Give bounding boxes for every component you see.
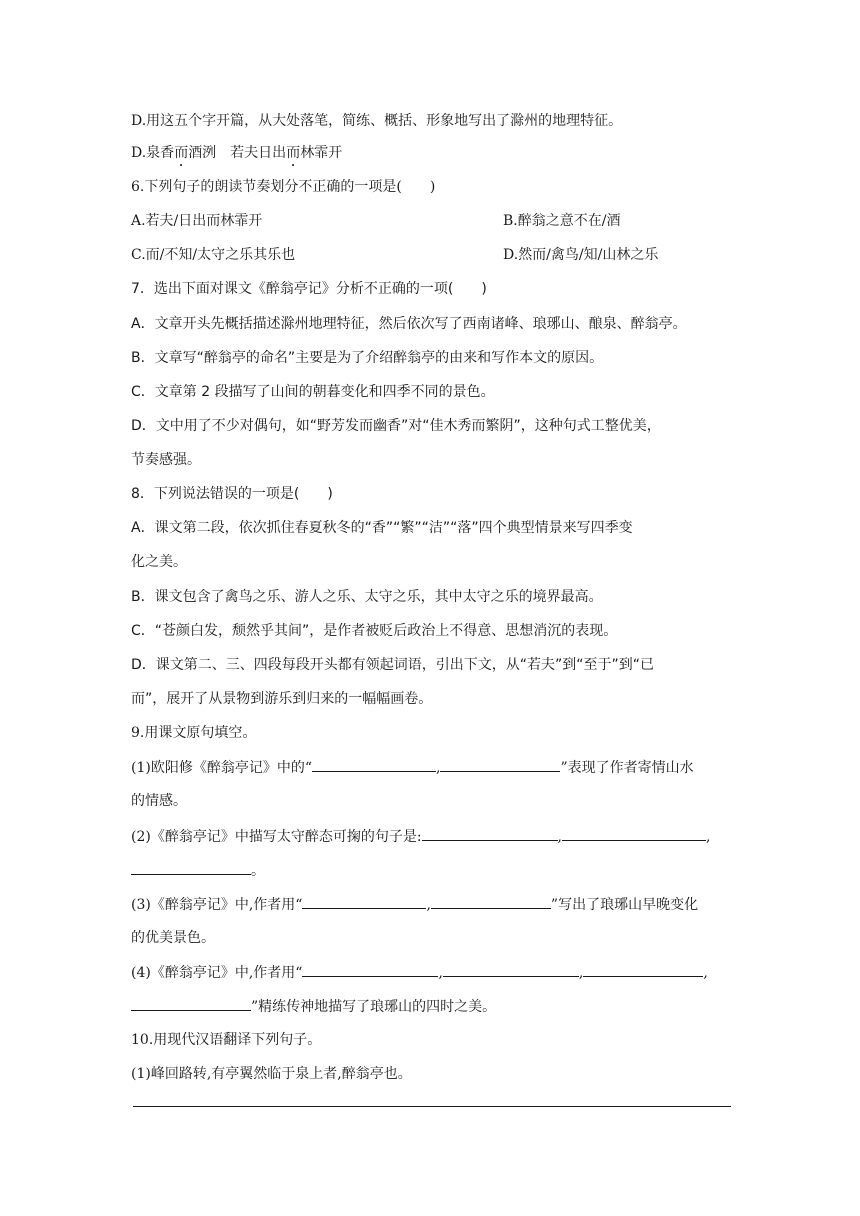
q9-1-blank-b[interactable] [440,757,560,772]
q9-4-separator-1: , [438,965,443,981]
q6-option-a: A.若夫/日出而林霏开 [131,213,263,229]
q9-2-prefix: (2)《醉翁亭记》中描写太守醉态可掬的句子是: [131,829,422,845]
q5-d-part-a: D.泉香 [131,145,175,161]
q8-option-c: C．“苍颜白发，颓然乎其间”，是作者被贬后政治上不得意、思想消沉的表现。 [131,623,618,639]
q8-option-a-line1: A．课文第二段，依次抓住春夏秋冬的“香”“繁”“洁”“落”四个典型情景来写四季变 [131,520,633,536]
emphasis-char-2: 而 [286,145,301,161]
q9-item-1 [131,757,731,778]
q9-item-1-cont: 的情感。 [131,793,187,809]
q9-1-separator: , [436,760,441,776]
q8-option-a-line2: 化之美。 [131,554,187,570]
q9-4-separator-2: , [578,965,584,981]
q9-item-3-cont: 的优美景色。 [131,930,215,946]
q7-option-d-line2: 节奏感强。 [131,452,201,468]
q9-2-separator-2: , [706,829,711,845]
q9-4-blank-d[interactable] [131,996,251,1011]
q7-option-a: A．文章开头先概括描述滁州地理特征，然后依次写了西南诸峰、琅琊山、酿泉、醉翁亭。 [131,316,687,332]
q9-3-separator: , [426,897,431,913]
q9-4-blank-a[interactable] [302,962,438,977]
q9-3-blank-b[interactable] [431,894,551,909]
q9-item-2-cont [131,860,731,881]
q9-4-suffix: ”精练传神地描写了琅琊山的四时之美。 [251,999,497,1015]
q9-2-blank-c[interactable] [131,860,251,875]
q8-option-b: B．课文包含了禽鸟之乐、游人之乐、太守之乐，其中太守之乐的境界最高。 [131,589,603,605]
q9-2-end: 。 [251,863,265,879]
q6-option-b: B.醉翁之意不在/酒 [503,213,621,229]
q9-1-blank-a[interactable] [312,757,436,772]
q9-4-prefix: (4)《醉翁亭记》中,作者用“ [131,965,303,981]
q5-d-part-b: 酒洌 若夫日出 [188,145,287,161]
answer-line[interactable] [133,1106,731,1107]
q9-stem: 9.用课文原句填空。 [131,725,257,741]
q9-2-separator-1: , [557,829,562,845]
q6-option-c: C.而/不知/太守之乐其乐也 [131,247,296,263]
q9-item-3 [131,894,731,915]
q8-option-d-line2: 而”，展开了从景物到游乐到归来的一幅幅画卷。 [131,691,433,707]
q6-stem: 6.下列句子的朗读节奏划分不正确的一项是( ) [131,179,436,195]
q9-1-suffix: ”表现了作者寄情山水 [560,760,694,776]
emphasis-char-1: 而 [174,145,189,161]
q7-option-d-line1: D．文中用了不少对偶句，如“野芳发而幽香”对“佳木秀而繁阴”，这种句式工整优美， [131,418,661,434]
q8-option-d-line1: D．课文第二、三、四段每段开头都有领起词语，引出下文，从“若夫”到“至于”到“已 [131,657,655,673]
q9-3-suffix: ”写出了琅琊山早晚变化 [550,897,699,913]
q6-options-row-1 [131,211,731,231]
q5-d-part-c: 林霏开 [300,145,343,161]
q10-stem: 10.用现代汉语翻译下列句子。 [131,1032,322,1048]
q9-1-prefix: (1)欧阳修《醉翁亭记》中的“ [131,760,312,776]
q5-option-d-statement: D.用这五个字开篇，从大处落笔，简练、概括、形象地写出了滁州的地理特征。 [131,113,623,129]
q7-stem: 7．选出下面对课文《醉翁亭记》分析不正确的一项( ) [131,281,487,297]
q5-option-d-phrase [131,143,731,163]
q10-item-1: (1)峰回路转,有亭翼然临于泉上者,醉翁亭也。 [131,1066,412,1082]
q9-4-blank-b[interactable] [443,962,579,977]
q9-2-blank-a[interactable] [422,826,558,841]
q9-4-blank-c[interactable] [583,962,703,977]
q9-3-prefix: (3)《醉翁亭记》中,作者用“ [131,897,303,913]
q6-options-row-2 [131,245,731,265]
q9-4-separator-3: , [703,965,708,981]
q9-item-2 [131,826,731,847]
q9-2-blank-b[interactable] [562,826,706,841]
q9-item-4-cont [131,996,731,1017]
q9-3-blank-a[interactable] [302,894,426,909]
q9-item-4 [131,962,731,983]
q7-option-c: C．文章第 2 段描写了山间的朝暮变化和四季不同的景色。 [131,384,495,400]
q7-option-b: B．文章写“醉翁亭的命名”主要是为了介绍醉翁亭的由来和写作本文的原因。 [131,350,604,366]
q6-option-d: D.然而/禽鸟/知/山林之乐 [503,247,659,263]
q8-stem: 8．下列说法错误的一项是( ) [131,486,333,502]
